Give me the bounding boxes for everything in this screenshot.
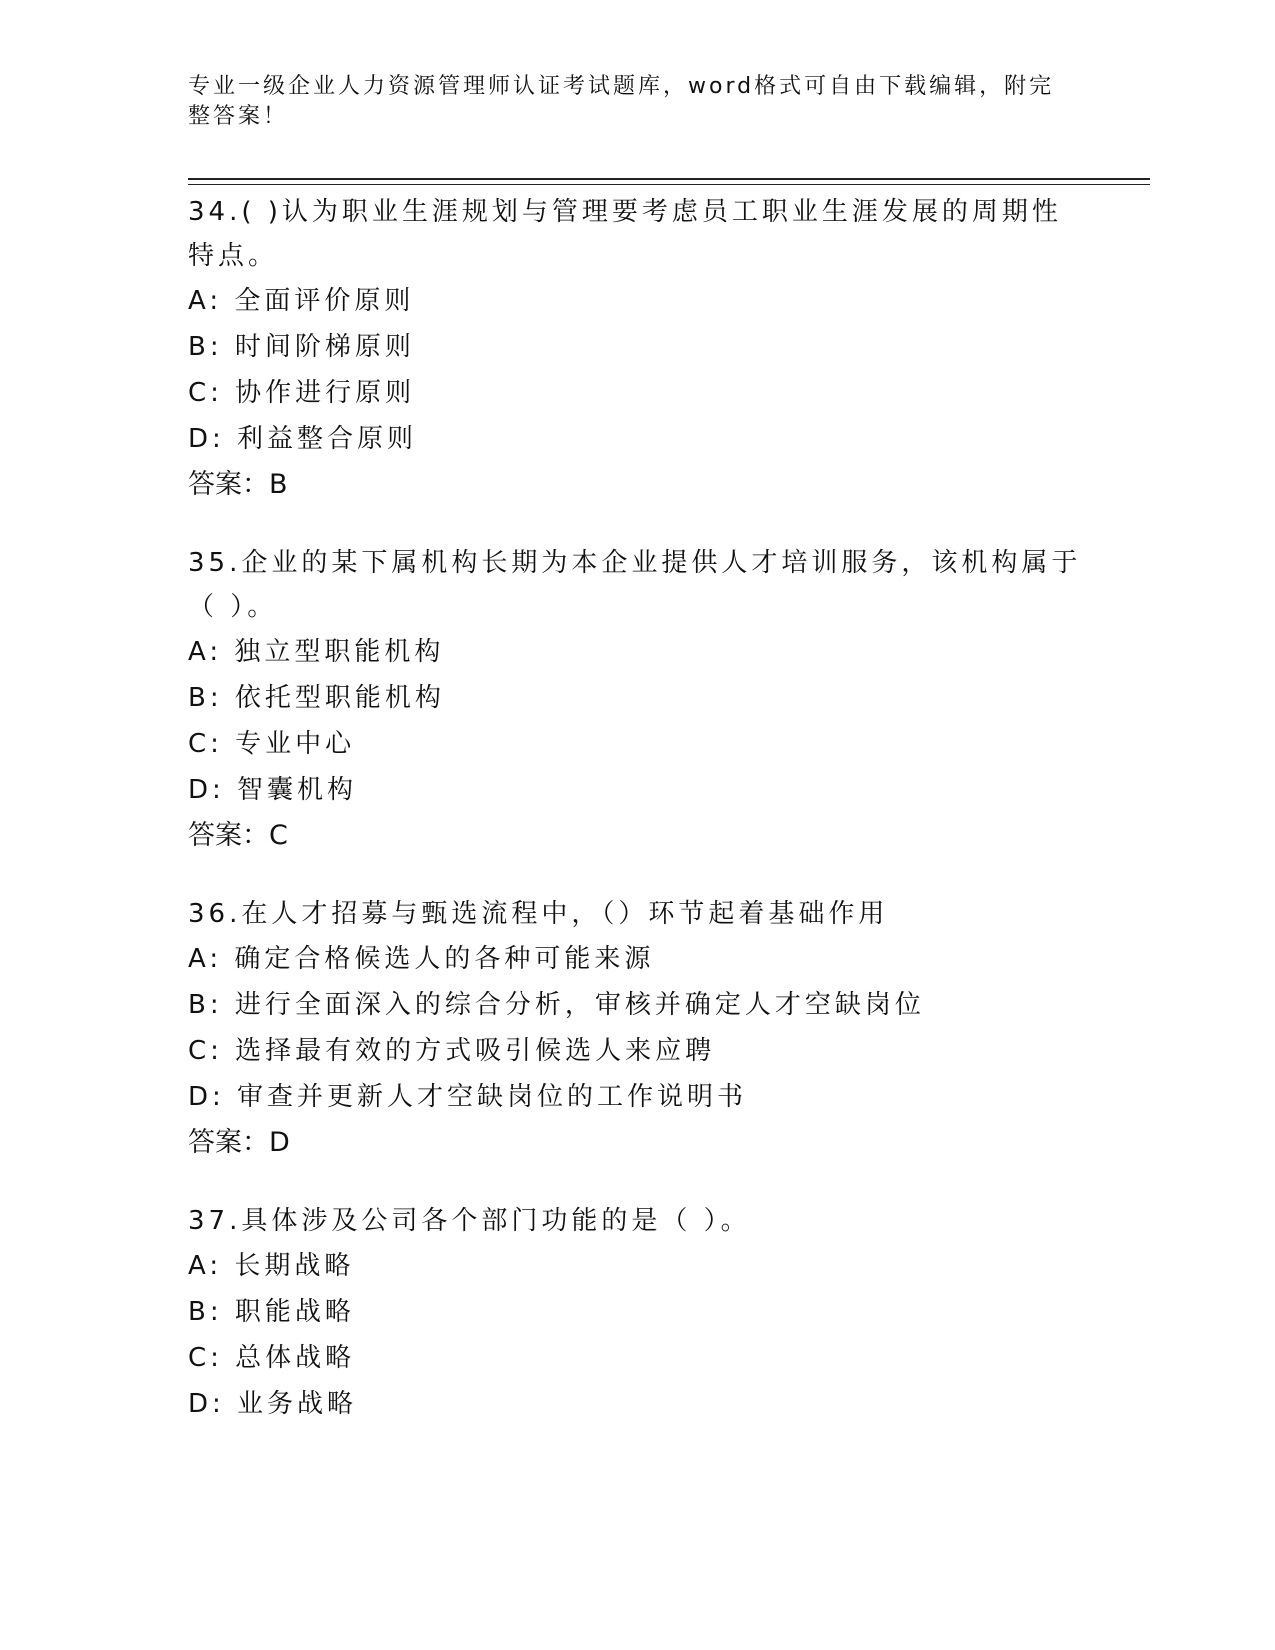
option-c: C: 协作进行原则	[188, 378, 416, 408]
option-d: D: 智囊机构	[188, 775, 358, 805]
answer-line: 答案：B	[188, 469, 288, 500]
option-c: C: 选择最有效的方式吸引候选人来应聘	[188, 1036, 716, 1066]
question-text: 37.具体涉及公司各个部门功能的是（ ）。	[188, 1206, 751, 1236]
option-b: B: 进行全面深入的综合分析，审核并确定人才空缺岗位	[188, 990, 925, 1020]
question-list	[188, 190, 1088, 1460]
question-text: 36.在人才招募与甄选流程中，（）环节起着基础作用	[188, 899, 889, 929]
option-d: D: 业务战略	[188, 1389, 358, 1419]
option-b: B: 依托型职能机构	[188, 683, 445, 713]
option-a: A: 全面评价原则	[188, 286, 415, 316]
question-34	[188, 190, 1088, 508]
document-header: 专业一级企业人力资源管理师认证考试题库，word格式可自由下载编辑，附完整答案！	[188, 74, 1055, 129]
option-b: B: 时间阶梯原则	[188, 332, 415, 362]
option-c: C: 总体战略	[188, 1343, 356, 1373]
option-c: C: 专业中心	[188, 729, 356, 759]
option-a: A: 长期战略	[188, 1251, 355, 1281]
question-text: 34.( )认为职业生涯规划与管理要考虑员工职业生涯发展的周期性特点。	[188, 197, 1062, 271]
question-35	[188, 541, 1088, 859]
option-d: D: 审查并更新人才空缺岗位的工作说明书	[188, 1082, 748, 1112]
question-37	[188, 1199, 1088, 1427]
answer-line: 答案：C	[188, 820, 288, 851]
option-b: B: 职能战略	[188, 1297, 355, 1327]
question-text: 35.企业的某下属机构长期为本企业提供人才培训服务，该机构属于（ ）。	[188, 548, 1082, 622]
header-divider-thick	[188, 178, 1150, 180]
option-a: A: 确定合格候选人的各种可能来源	[188, 944, 655, 974]
option-a: A: 独立型职能机构	[188, 637, 445, 667]
header-divider-thin	[188, 184, 1150, 185]
option-d: D: 利益整合原则	[188, 424, 418, 454]
question-36	[188, 892, 1088, 1166]
answer-line: 答案：D	[188, 1127, 290, 1158]
